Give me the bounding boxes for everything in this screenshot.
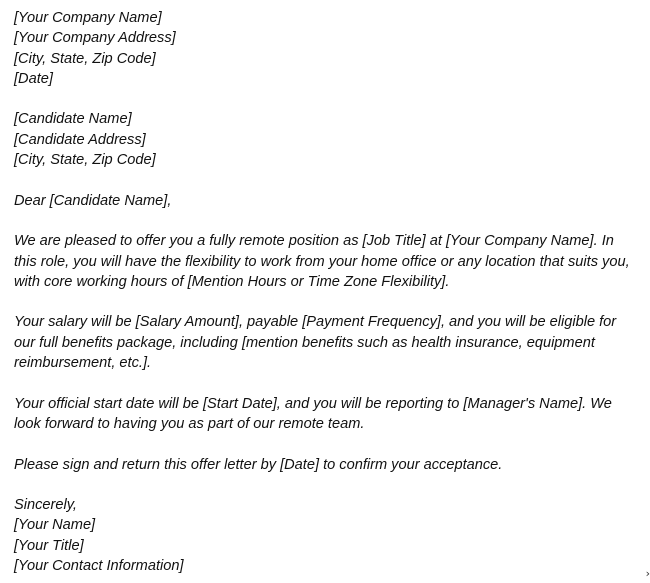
salutation-text: Dear [Candidate Name],: [14, 192, 172, 209]
body-paragraph-acceptance: Please sign and return this offer letter by [Date] to confirm your acceptance.: [14, 456, 503, 473]
offer-letter: [14, 8, 639, 576]
letter-date: [Date]: [14, 70, 53, 87]
sign-off: Sincerely,: [14, 497, 77, 514]
recipient-city-state-zip: [City, State, Zip Code]: [14, 152, 156, 169]
scroll-edge-icon: ›: [645, 567, 650, 580]
sender-company-address: [Your Company Address]: [14, 30, 176, 47]
signer-title: [Your Title]: [14, 537, 84, 554]
signer-contact-information: [Your Contact Information]: [14, 558, 184, 575]
sender-city-state-zip: [City, State, Zip Code]: [14, 50, 156, 67]
sender-company-name: [Your Company Name]: [14, 10, 162, 26]
recipient-address: [Candidate Address]: [14, 131, 146, 148]
body-paragraph-offer: We are pleased to offer you a fully remote position as [Job Title] at [Your Company Name]. In this role, you will have the flexibility to work from your home office or any location that suits you, with core working hours of [Mention Hours or Time Zone Flexibility].: [14, 233, 630, 290]
body-paragraph-start-date: Your official start date will be [Start Date], and you will be reporting to [Manager's Name]. We look forward to having you as part of our remote team.: [14, 395, 612, 432]
closing-block: [14, 495, 639, 576]
salutation: [14, 191, 639, 211]
signer-name: [Your Name]: [14, 517, 96, 534]
sender-address-block: [14, 8, 639, 89]
recipient-name: [Candidate Name]: [14, 111, 132, 128]
body-paragraph-salary: Your salary will be [Salary Amount], payable [Payment Frequency], and you will be eligible for our full benefits package, including [mention benefits such as health insurance, equipment reimbursement, etc.].: [14, 314, 617, 372]
recipient-address-block: [14, 109, 639, 170]
